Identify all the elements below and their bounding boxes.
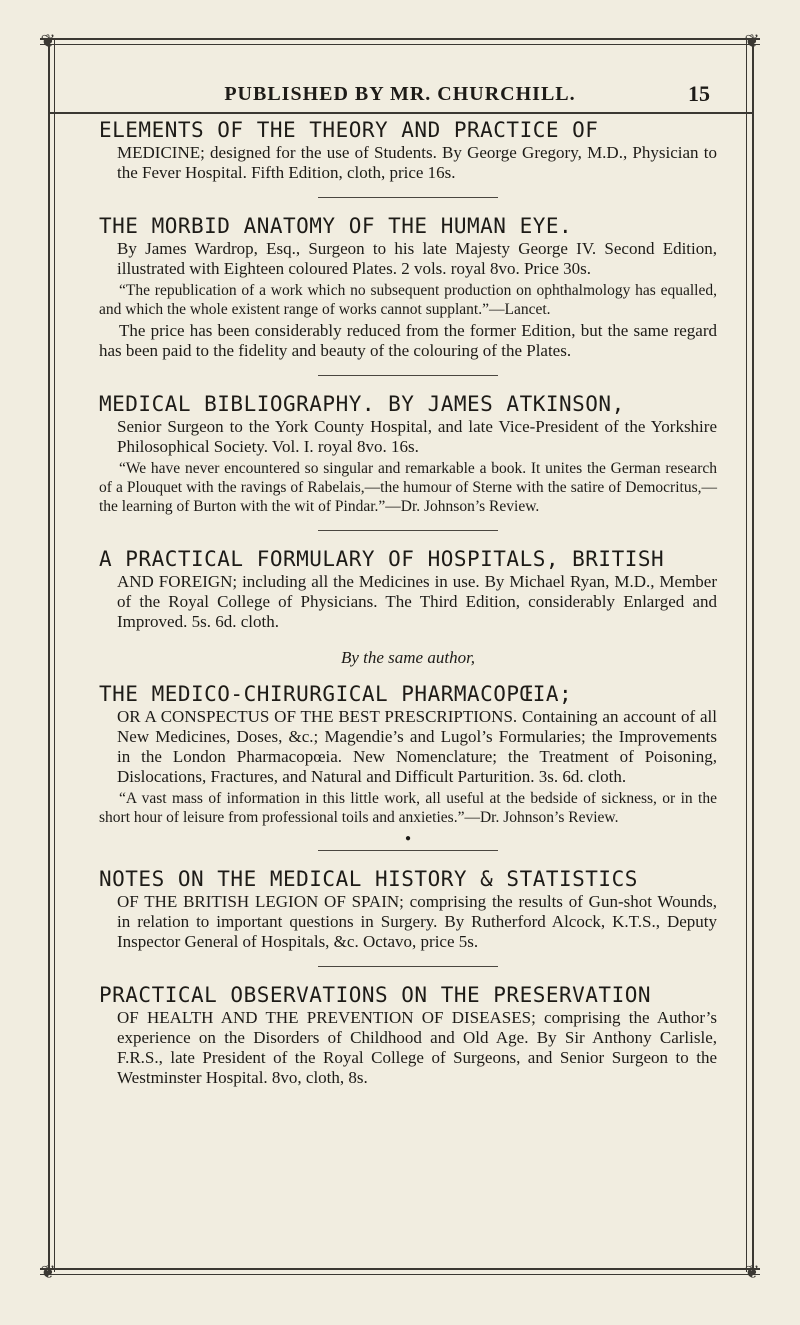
entry-morbid-anatomy-eye bbox=[99, 214, 717, 361]
frame-right-rule-inner bbox=[746, 40, 747, 1272]
page-number: 15 bbox=[688, 81, 710, 106]
frame-top-rule-inner bbox=[40, 44, 760, 45]
frame-left-rule-inner bbox=[54, 40, 55, 1272]
ornament-corner-icon: ❦ bbox=[744, 30, 760, 52]
ornament-corner-icon: ❦ bbox=[744, 1261, 760, 1283]
entry-body: MEDICINE; designed for the use of Students. By George Gregory, M.D., Physician to the Fever Hospital. Fifth Edition, cloth, price 16s. bbox=[117, 143, 717, 182]
header-rule bbox=[48, 112, 752, 114]
frame-bottom-rule bbox=[40, 1268, 760, 1270]
separator-rule bbox=[318, 530, 498, 531]
ornament-corner-icon: ❦ bbox=[40, 1261, 56, 1283]
frame-left-rule bbox=[48, 38, 50, 1274]
frame-top-rule bbox=[40, 38, 760, 40]
separator-rule bbox=[318, 966, 498, 967]
entry-title: PRACTICAL OBSERVATIONS ON THE PRESERVATION bbox=[99, 983, 652, 1007]
entry-pharmacopoeia bbox=[99, 682, 717, 827]
entry-title: THE MEDICO-CHIRURGICAL PHARMACOPŒIA; bbox=[99, 682, 573, 706]
entry-elements-of-medicine bbox=[99, 118, 717, 183]
ornament-corner-icon: ❦ bbox=[40, 30, 56, 52]
entry-practical-formulary bbox=[99, 547, 717, 632]
frame-bottom-rule-inner bbox=[40, 1274, 760, 1275]
entry-body: Senior Surgeon to the York County Hospital, and late Vice-President of the Yorkshire Philosophical Society. Vol. I. royal 8vo. 16s. bbox=[117, 417, 717, 456]
bullet-ornament-icon: ● bbox=[404, 833, 412, 844]
publisher-line: PUBLISHED BY MR. CHURCHILL. bbox=[224, 83, 576, 105]
entry-body: OF HEALTH AND THE PREVENTION OF DISEASES; comprising the Author’s experience on the Disorders of Childhood and Old Age. By Sir Anthony Carlisle, F.R.S., late President of the Royal College of Surgeons, and Senior Surgeon to the Westminster Hospital. 8vo, cloth, 8s. bbox=[117, 1008, 717, 1087]
entry-title: ELEMENTS OF THE THEORY AND PRACTICE OF bbox=[99, 118, 599, 142]
separator-rule bbox=[318, 850, 498, 851]
entry-medical-bibliography bbox=[99, 392, 717, 516]
entry-title: NOTES ON THE MEDICAL HISTORY & STATISTICS bbox=[99, 867, 638, 891]
entry-note: The price has been considerably reduced from the former Edition, but the same regard has been paid to the fidelity and beauty of the colouring of the Plates. bbox=[99, 321, 717, 360]
separator-rule bbox=[318, 375, 498, 376]
entry-review-quote: “A vast mass of information in this little work, all useful at the bedside of sickness, or in the short hour of leisure from professional toils and anxieties.”—Dr. Johnson’s Review. bbox=[99, 790, 717, 826]
entry-body: OF THE BRITISH LEGION OF SPAIN; comprising the results of Gun-shot Wounds, in relation to important questions in Surgery. By Rutherford Alcock, K.T.S., Deputy Inspector General of Hospitals, &c. Octavo, price 5s. bbox=[117, 892, 717, 951]
entry-title: THE MORBID ANATOMY OF THE HUMAN EYE. bbox=[99, 214, 573, 238]
entry-notes-medical-history bbox=[99, 867, 717, 952]
entry-title: MEDICAL BIBLIOGRAPHY. BY JAMES ATKINSON, bbox=[99, 392, 625, 416]
advertisement-list bbox=[99, 118, 717, 1088]
same-author-note: By the same author, bbox=[340, 648, 476, 667]
entry-review-quote: “We have never encountered so singular and remarkable a book. It unites the German research of a Plouquet with the ravings of Rabelais,—the humour of Sterne with the satire of Democritus,—the learning of Burton with the wit of Pindar.”—Dr. Johnson’s Review. bbox=[99, 460, 717, 515]
entry-body: OR A CONSPECTUS OF THE BEST PRESCRIPTIONS. Containing an account of all New Medicines, Doses, &c.; Magendie’s and Lugol’s Formularies; the Improvements in the London Pharmacopœia. New Nomenclature; the Treatment of Poisoning, Dislocations, Fractures, and Natural and Difficult Parturition. 3s. 6d. cloth. bbox=[117, 707, 717, 786]
frame-right-rule bbox=[752, 38, 754, 1274]
entry-title: A PRACTICAL FORMULARY OF HOSPITALS, BRITISH bbox=[99, 547, 665, 571]
entry-review-quote: “The republication of a work which no subsequent production on ophthalmology has equalled, and which the whole existent range of works cannot supplant.”—Lancet. bbox=[99, 282, 717, 318]
entry-body: By James Wardrop, Esq., Surgeon to his late Majesty George IV. Second Edition, illustrated with Eighteen coloured Plates. 2 vols. royal 8vo. Price 30s. bbox=[117, 239, 717, 278]
entry-practical-observations bbox=[99, 983, 717, 1088]
entry-body: AND FOREIGN; including all the Medicines in use. By Michael Ryan, M.D., Member of the Royal College of Physicians. The Third Edition, considerably Enlarged and Improved. 5s. 6d. cloth. bbox=[117, 572, 717, 631]
separator-rule bbox=[318, 197, 498, 198]
